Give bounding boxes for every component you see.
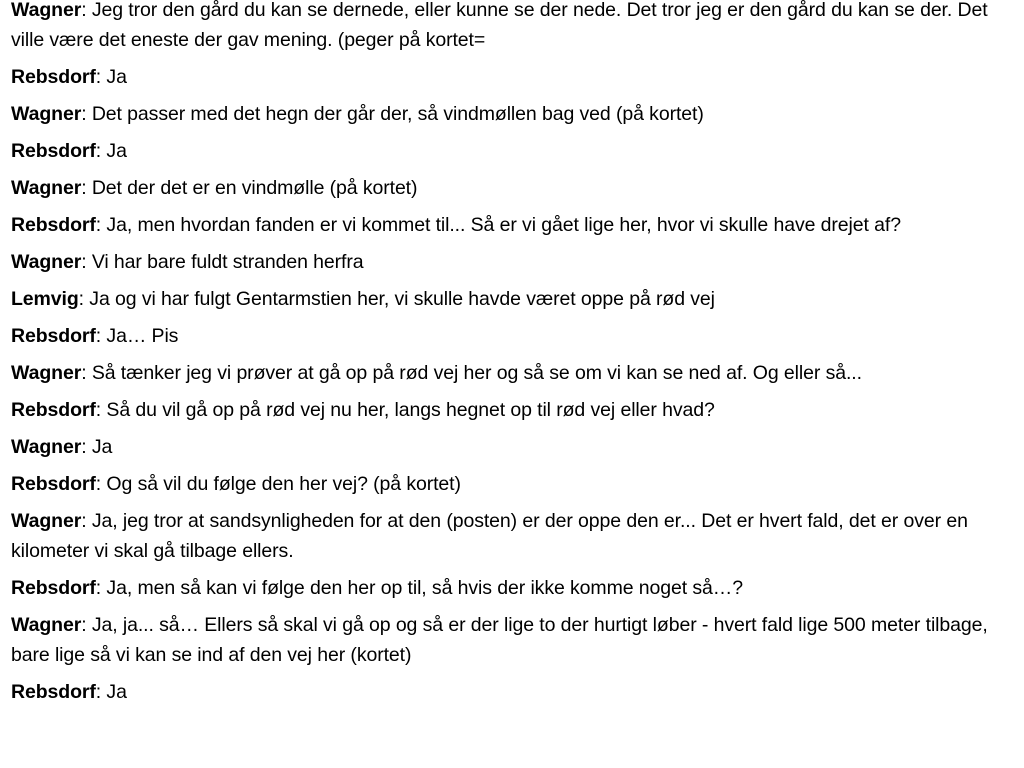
speaker-name: Wagner <box>11 177 82 199</box>
transcript-line <box>11 506 1011 566</box>
utterance: : Så tænker jeg vi prøver at gå op på rød vej her og så se om vi kan se ned af. Og eller så... <box>81 362 862 384</box>
utterance: : Ja… Pis <box>95 325 179 347</box>
utterance: : Ja, jeg tror at sandsynligheden for at den (posten) er der oppe den er... Det er hvert fald, det er over en kilometer vi skal gå tilbage ellers. <box>11 510 968 562</box>
transcript-line <box>11 173 1011 203</box>
speaker-name: Rebsdorf <box>11 399 96 421</box>
transcript-line <box>11 136 1011 166</box>
transcript-line <box>11 210 1011 240</box>
speaker-name: Wagner <box>11 510 82 532</box>
transcript-line <box>11 432 1011 462</box>
speaker-name: Rebsdorf <box>11 66 96 88</box>
transcript-line <box>11 0 1011 55</box>
utterance: : Ja <box>95 681 127 703</box>
speaker-name: Wagner <box>11 0 82 21</box>
utterance: : Ja <box>81 436 113 458</box>
speaker-name: Wagner <box>11 251 82 273</box>
utterance: : Ja, men så kan vi følge den her op til, så hvis der ikke komme noget så…? <box>95 577 743 599</box>
utterance: : Det der det er en vindmølle (på kortet) <box>81 177 418 199</box>
utterance: : Ja, men hvordan fanden er vi kommet til... Så er vi gået lige her, hvor vi skulle have drejet af? <box>95 214 901 236</box>
transcript-line <box>11 99 1011 129</box>
speaker-name: Rebsdorf <box>11 140 96 162</box>
speaker-name: Wagner <box>11 362 82 384</box>
speaker-name: Rebsdorf <box>11 325 96 347</box>
utterance: : Vi har bare fuldt stranden herfra <box>81 251 364 273</box>
speaker-name: Wagner <box>11 614 82 636</box>
transcript-line <box>11 469 1011 499</box>
utterance: : Og så vil du følge den her vej? (på kortet) <box>95 473 461 495</box>
transcript-line <box>11 284 1011 314</box>
speaker-name: Lemvig <box>11 288 79 310</box>
transcript-line <box>11 247 1011 277</box>
utterance: : Ja <box>95 140 127 162</box>
transcript-line <box>11 610 1011 670</box>
transcript-line <box>11 573 1011 603</box>
transcript-line <box>11 62 1011 92</box>
utterance: : Så du vil gå op på rød vej nu her, langs hegnet op til rød vej eller hvad? <box>95 399 715 421</box>
transcript-line <box>11 677 1011 707</box>
speaker-name: Wagner <box>11 103 82 125</box>
speaker-name: Rebsdorf <box>11 577 96 599</box>
utterance: : Ja, ja... så… Ellers så skal vi gå op og så er der lige to der hurtigt løber - hvert fald lige 500 meter tilbage, bare lige så vi kan se ind af den vej her (kortet) <box>11 614 988 666</box>
transcript <box>11 0 1011 714</box>
transcript-line <box>11 395 1011 425</box>
utterance: : Jeg tror den gård du kan se dernede, eller kunne se der nede. Det tror jeg er den gård du kan se der. Det ville være det eneste der gav mening. (peger på kortet= <box>11 0 988 51</box>
utterance: : Ja og vi har fulgt Gentarmstien her, vi skulle havde været oppe på rød vej <box>78 288 715 310</box>
speaker-name: Rebsdorf <box>11 214 96 236</box>
speaker-name: Rebsdorf <box>11 681 96 703</box>
utterance: : Ja <box>95 66 127 88</box>
utterance: : Det passer med det hegn der går der, så vindmøllen bag ved (på kortet) <box>81 103 704 125</box>
speaker-name: Wagner <box>11 436 82 458</box>
transcript-line <box>11 321 1011 351</box>
transcript-line <box>11 358 1011 388</box>
speaker-name: Rebsdorf <box>11 473 96 495</box>
